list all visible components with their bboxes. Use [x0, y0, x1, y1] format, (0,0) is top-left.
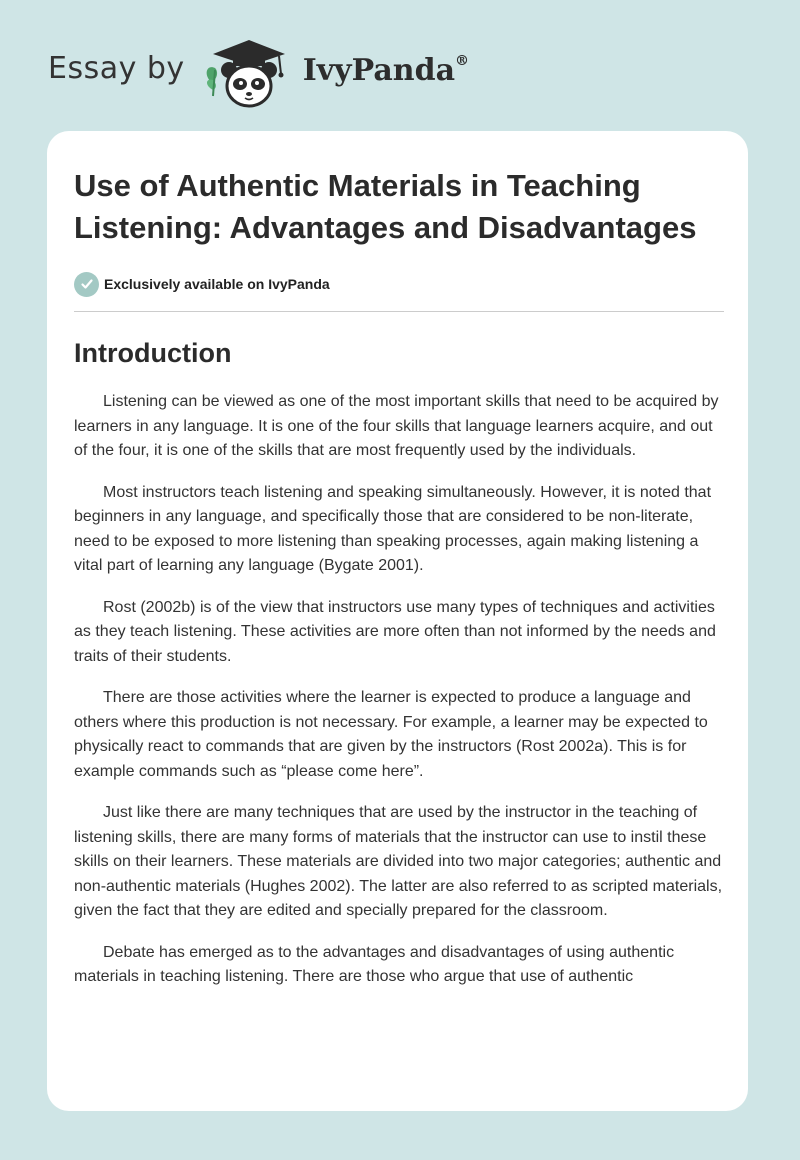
- site-header: [48, 34, 508, 114]
- divider: [74, 311, 724, 312]
- registered-mark: ®: [455, 52, 470, 69]
- exclusive-badge-label: Exclusively available on IvyPanda: [104, 276, 330, 292]
- exclusive-badge: [74, 271, 724, 297]
- essay-body: [74, 390, 724, 990]
- brand-name[interactable]: IvyPanda®: [302, 52, 470, 88]
- section-heading: Introduction: [74, 338, 232, 368]
- essay-by-label: Essay by: [48, 50, 185, 86]
- essay-title: Use of Authentic Materials in Teaching Listening: Advantages and Disadvantages: [74, 168, 697, 245]
- paragraph: Debate has emerged as to the advantages and disadvantages of using authentic materials in teaching listening. There are those who argue that use of authentic: [74, 943, 675, 985]
- paragraph: Rost (2002b) is of the view that instructors use many types of techniques and activities as they teach listening. These activities are more often than not informed by the needs and traits of their students.: [74, 598, 716, 665]
- essay-card: [47, 131, 748, 1111]
- panda-logo-icon[interactable]: [199, 34, 299, 114]
- paragraph: Just like there are many techniques that are used by the instructor in the teaching of listening skills, there are many forms of materials that the instructor can use to instil these skills on their learners. These materials are divided into two major categories; authentic and non-authentic materials (Hughes 2002). The latter are also referred to as scripted materials, given the fact that they are edited and specially prepared for the classroom.: [74, 804, 723, 919]
- paragraph: There are those activities where the learner is expected to produce a language and others where this production is not necessary. For example, a learner may be expected to physically react to commands that are given by the instructors (Rost 2002a). This is for example commands such as “please come here”.: [74, 689, 708, 780]
- paragraph: Listening can be viewed as one of the most important skills that need to be acquired by learners in any language. It is one of the four skills that language learners acquire, and out of the four, it is one of the skills that are most frequently used by the individuals.: [74, 393, 719, 459]
- paragraph: Most instructors teach listening and speaking simultaneously. However, it is noted that beginners in any language, and specifically those that are considered to be non-literate, need to be exposed to more listening than speaking processes, again making listening a vital part of learning any language (Bygate 2001).: [74, 483, 712, 574]
- check-circle-icon: [74, 272, 99, 297]
